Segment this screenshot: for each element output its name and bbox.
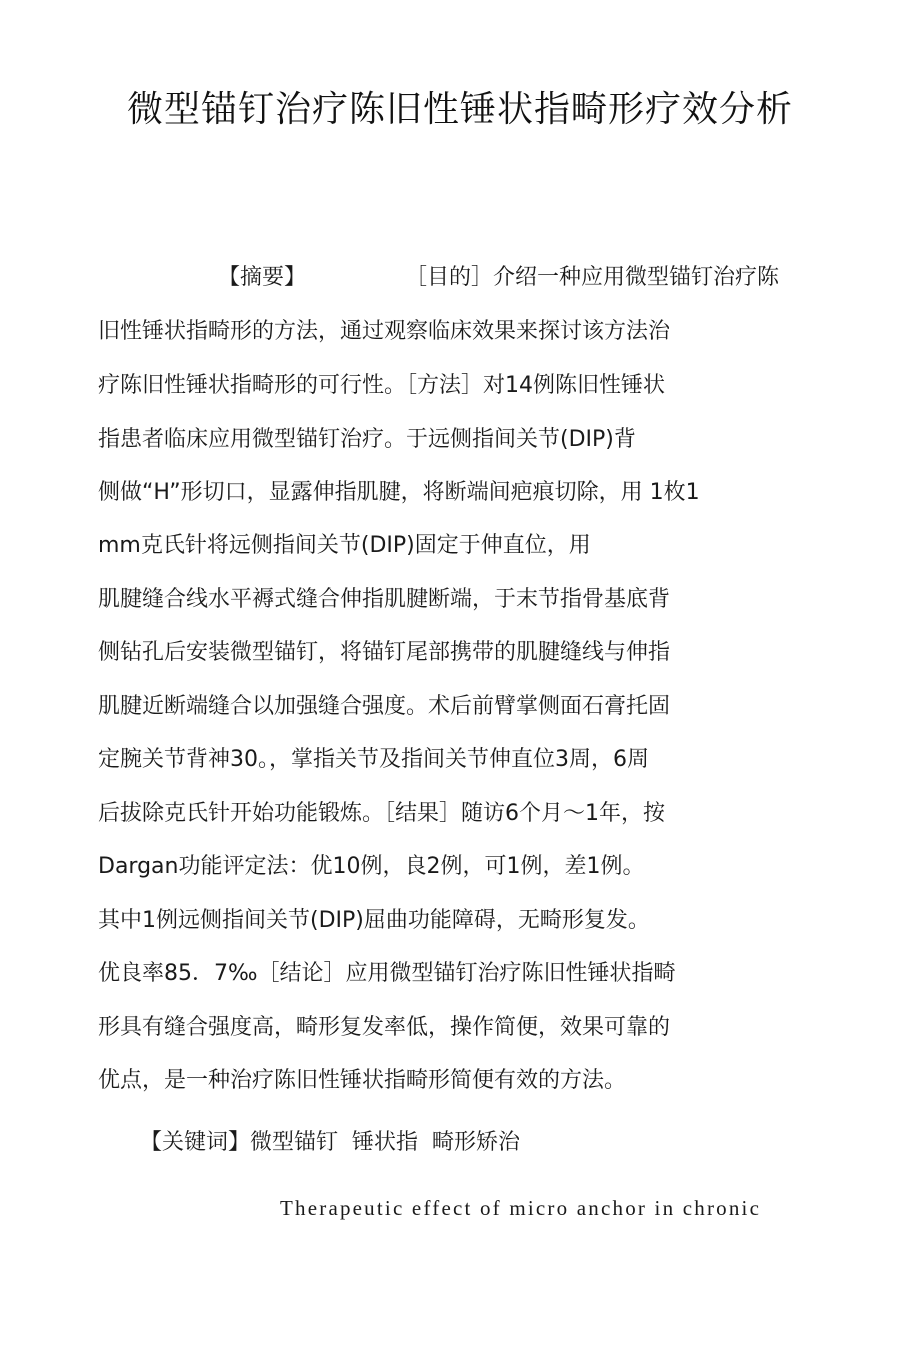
abstract-line: 形具有缝合强度高，畸形复发率低，操作简便，效果可靠的 [98,1015,671,1040]
abstract-line: 后拔除克氏针开始功能锻炼。［结果］随访6个月～1年，按 [98,801,665,826]
abstract-line: 优点，是一种治疗陈旧性锤状指畸形简便有效的方法。 [98,1068,627,1093]
keywords-section [140,1128,520,1158]
keyword-item: 微型锚钉 [250,1130,339,1155]
abstract-line: 指患者临床应用微型锚钉治疗。于远侧指间关节(DIP)背 [98,427,636,452]
abstract-line: 肌腱缝合线水平褥式缝合伸指肌腱断端，于末节指骨基底背 [98,587,671,612]
abstract-line: 侧做“H”形切口，显露伸指肌腱，将断端间疤痕切除，用 1枚1 [98,480,700,505]
keyword-item: 锤状指 [352,1130,419,1155]
abstract-line: 优良率85．7‰［结论］应用微型锚钉治疗陈旧性锤状指畸 [98,961,676,986]
abstract-line: 侧钻孔后安装微型锚钉，将锚钉尾部携带的肌腱缝线与伸指 [98,640,671,665]
abstract-line: 旧性锤状指畸形的方法，通过观察临床效果来探讨该方法治 [98,319,671,344]
abstract-line: 肌腱近断端缝合以加强缝合强度。术后前臂掌侧面石膏托固 [98,694,671,719]
document-title: 微型锚钉治疗陈旧性锤状指畸形疗效分析 [126,89,793,130]
abstract-line: 其中1例远侧指间关节(DIP)屈曲功能障碍，无畸形复发。 [98,908,650,933]
abstract-line: Dargan功能评定法：优10例，良2例，可1例，差1例。 [98,854,645,879]
abstract-label: 【摘要】 [218,265,307,290]
abstract-line: mm克氏针将远侧指间关节(DIP)固定于伸直位，用 [98,533,591,558]
abstract-line: 定腕关节背神30。，掌指关节及指间关节伸直位3周，6周 [98,747,649,772]
abstract-line: 疗陈旧性锤状指畸形的可行性。［方法］对14例陈旧性锤状 [98,373,665,398]
keyword-item: 畸形矫治 [432,1130,521,1155]
english-title-fragment: Therapeutic effect of micro anchor in chronic [280,1196,762,1220]
keywords-label: 【关键词】 [140,1130,251,1155]
abstract-line: ［目的］介绍一种应用微型锚钉治疗陈 [405,265,780,290]
